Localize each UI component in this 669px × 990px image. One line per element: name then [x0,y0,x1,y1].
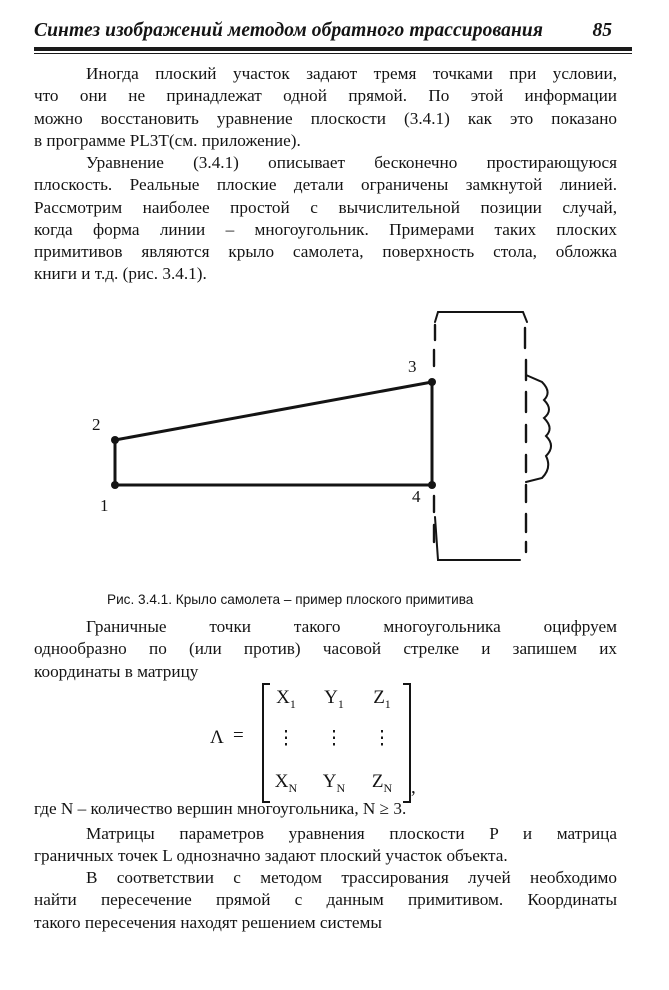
text-line: Рассмотрим наиболее простой с вычислительной позиции случай, [34,197,617,217]
coordinate-matrix [262,683,411,803]
header-rule-thick [34,47,632,51]
header-rule-thin [34,53,632,54]
fuselage-top [435,312,527,322]
text-line: где N – количество вершин многоугольника, N ≥ 3. [34,799,407,818]
text-line: что они не принадлежат одной прямой. По этой информации [34,86,617,106]
fuselage-bottom [435,517,520,560]
text-line: Уравнение (3.4.1) описывает бесконечно простирающуюся [86,153,617,172]
vertex-1-dot [111,481,119,489]
paragraph-4 [34,798,617,820]
running-title: Синтез изображений методом обратного трассирования [34,20,543,41]
matrix-symbol: Λ [210,727,224,748]
vertex-label-3: 3 [408,357,417,376]
matrix-cell: $Z_N$ [371,771,393,795]
vertex-label-4: 4 [412,487,421,506]
text-line: книги и т.д. (рис. 3.4.1). [34,264,207,284]
matrix-cell: $X_N$ [274,771,298,795]
matrix-comma: , [411,777,416,798]
text-line: такого пересечения находят решением системы [34,912,382,932]
page-header [34,20,630,46]
tail-outline [526,375,551,482]
text-line: граничных точек L однозначно задают плоский участок объекта. [34,846,508,866]
paragraph-5 [34,823,617,868]
text-line: Матрицы параметров уравнения плоскости P и матрица [86,824,617,843]
text-line: плоскость. Реальные плоские детали ограничены замкнутой линией. [34,175,617,195]
vertex-4-dot [428,481,436,489]
vertex-3-dot [428,378,436,386]
equals-sign: = [233,725,244,746]
text-line: однообразно по (или против) часовой стрелке и запишем их [34,639,617,659]
vertex-label-2: 2 [92,415,101,434]
paragraph-3 [34,616,617,683]
text-line: Иногда плоский участок задают тремя точками при условии, [86,64,617,83]
paragraph-1 [34,63,617,152]
text-line: примитивов являются крыло самолета, поверхность стола, обложка [34,242,617,262]
figure-caption: Рис. 3.4.1. Крыло самолета – пример плоского примитива [107,592,474,607]
text-line: в программе PL3T(см. приложение). [34,130,301,150]
text-line: В соответствии с методом трассирования лучей необходимо [86,868,617,887]
matrix-vdots: ⋮ [324,728,344,749]
text-line: можно восстановить уравнение плоскости (3.4.1) как это показано [34,108,617,128]
vertex-2-dot [111,436,119,444]
text-line: найти пересечение прямой с данным примитивом. Координаты [34,890,617,910]
matrix-cell: $Z_1$ [373,687,391,711]
matrix-vdots: ⋮ [372,728,392,749]
fuselage-right-dashes [525,328,526,552]
matrix-cell: $X_1$ [276,687,296,711]
fuselage-left-dashes [434,325,435,542]
page-number: 85 [592,20,612,41]
wing-figure [80,300,600,580]
text-line: Граничные точки такого многоугольника оцифруем [86,617,617,636]
wing-edge-2-3 [115,382,432,440]
matrix-cell: $Y_1$ [324,687,344,711]
matrix-cell: $Y_N$ [322,771,346,795]
text-line: когда форма линии – многоугольник. Примерами таких плоских [34,219,617,239]
matrix-equation [200,675,460,810]
vertex-label-1: 1 [100,496,109,515]
paragraph-2 [34,152,617,286]
matrix-vdots: ⋮ [276,728,296,749]
paragraph-6 [34,867,617,934]
text-line: координаты в матрицу [34,661,199,681]
